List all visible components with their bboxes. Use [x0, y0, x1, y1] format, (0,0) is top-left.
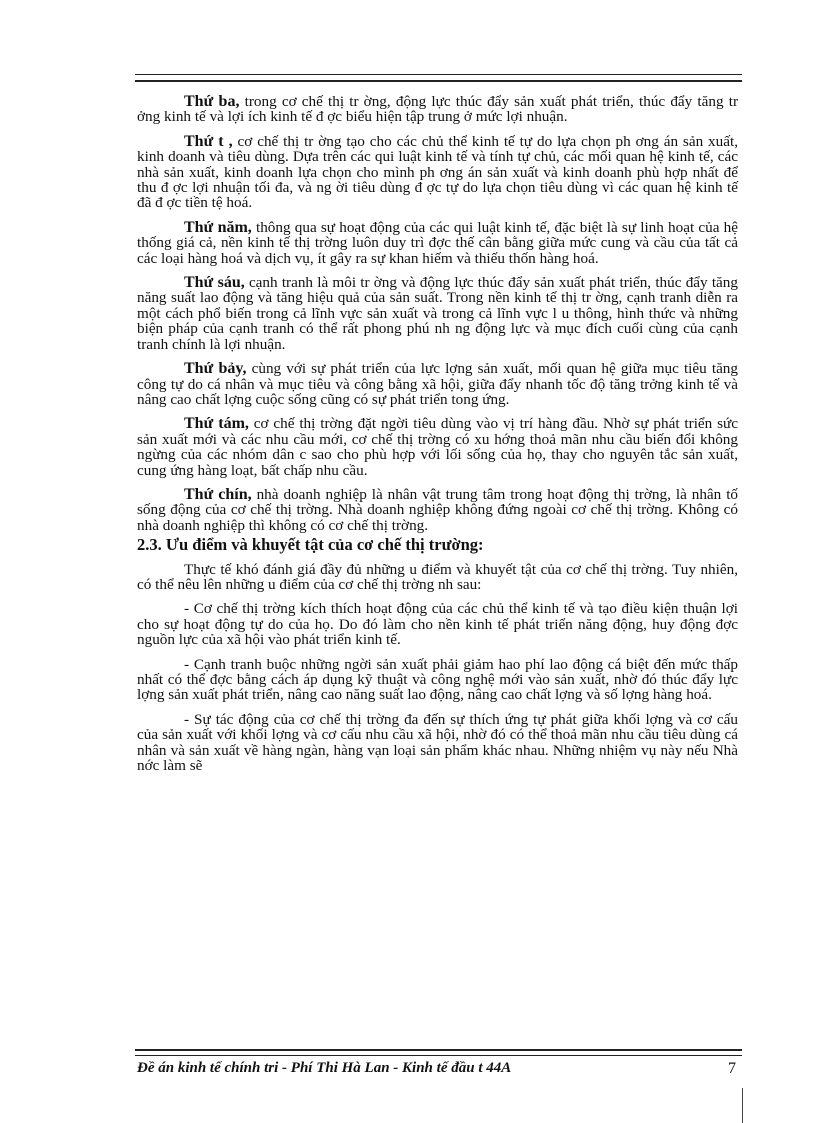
paragraph-lead: Thứ chín,	[184, 485, 252, 503]
paragraph-thu-sau	[137, 275, 738, 352]
paragraph-text: nhà doanh nghiệp là nhân vật trung tâm trong hoạt động thị trờng, là nhân tố sống động của cơ chế thị trờng. Nhà doanh nghiệp không đứng ngoài cơ chế thị trờng. Không có nhà doanh nghiệp thì không có cơ chế thị trờng.	[137, 485, 739, 534]
section-heading: 2.3. Ưu điểm và khuyết tật của cơ chế thị trường:	[137, 535, 484, 555]
section-intro: Thực tế khó đánh giá đầy đủ những u điểm và khuyết tật của cơ chế thị trờng. Tuy nhiên, có thể nêu lên những u điểm của cơ chế thị trờng nh sau:	[137, 560, 738, 593]
advantage-point-3: - Sự tác động của cơ chế thị trờng đa đến sự thích ứng tự phát giữa khối lợng và cơ cấu của sản xuất với khối lợng và cơ cấu nhu cầu xã hội, nhờ đó có thể thoả mãn nhu cầu tiêu dùng cá nhân và sản xuất về hàng ngàn, hàng vạn loại sản phẩm khác nhau. Những nhiệm vụ này nếu Nhà nớc làm sẽ	[137, 710, 738, 775]
paragraph-text: trong cơ chế thị tr ờng, động lực thúc đẩy sản xuất phát triển, thúc đẩy tăng tr ởng kinh tế và lợi ích kinh tế đ ợc biểu hiện tập trung ở mức lợi nhuận.	[137, 93, 739, 126]
advantage-point-1: - Cơ chế thị trờng kích thích hoạt động của các chủ thể kinh tế và tạo điều kiện thuận lợi cho sự hoạt động tự do của họ. Do đó làm cho nền kinh tế phát triển năng động, huy động đợc nguồn lực của xã hội vào phát triển kinh tế.	[137, 600, 738, 649]
footer-rule	[135, 1049, 742, 1056]
page-footer	[137, 1060, 738, 1080]
paragraph-text: thông qua sự hoạt động của các qui luật kinh tế, đặc biệt là sự linh hoạt của hệ thống giá cả, nền kinh tế thị trờng luôn duy trì đợc thế cân bằng giữa mức cung và cầu của tất cả các loại hàng hoá và dịch vụ, ít gây ra sự khan hiếm và thiếu thốn hàng hoá.	[137, 218, 738, 267]
paragraph-lead: Thứ sáu,	[184, 274, 245, 292]
paragraph-lead: Thứ ba,	[184, 93, 240, 110]
paragraph-thu-ba	[137, 94, 738, 125]
paragraph-text: cạnh tranh là môi tr ờng và động lực thúc đẩy sản xuất phát triển, thúc đẩy tăng năng suất lao động và tăng hiệu quả của sản suất. Trong nền kinh tế thị tr ờng, cạnh tranh diễn ra một cách phổ biến trong cả lĩnh vực sản xuất và trong cả lĩnh vực l u thông, hình thức và những biện pháp của cạnh tranh có thể rất phong phú nh ng động lực và mục đích cuối cùng của cạnh tranh chính là lợi nhuận.	[137, 274, 738, 353]
paragraph-lead: Thứ t ,	[184, 132, 233, 150]
paragraph-text: cơ chế thị trờng đặt ngời tiêu dùng vào vị trí hàng đầu. Nhờ sự phát triển sức sản xuất mới và các nhu cầu mới, cơ chế thị trờng có xu hớng thoả mãn nhu cầu biến đổi không ngừng của các nhóm dân c sao cho phù hợp với lối sống của họ, thay cho nguyên tắc sản xuất, cung ứng hàng loạt, bất chấp nhu cầu.	[137, 415, 739, 479]
paragraph-text: cùng với sự phát triển của lực lợng sản xuất, mối quan hệ giữa mục tiêu tăng công tự do cá nhân và mục tiêu và công bằng xã hội, giữa đẩy nhanh tốc độ tăng trởng kinh tế và nâng cao chất lợng cuộc sống cũng có sự phát triển tong ứng.	[137, 360, 738, 408]
paragraph-thu-tam	[137, 416, 738, 478]
paragraph-thu-chin	[137, 487, 738, 533]
paragraph-lead: Thứ tám,	[184, 415, 249, 433]
paragraph-thu-tu	[137, 134, 738, 211]
page-body	[137, 94, 738, 782]
footer-divider	[742, 1088, 743, 1123]
header-rule	[135, 74, 742, 82]
footer-text: Đề án kinh tế chính tri - Phí Thi Hà Lan - Kinh tế đầu t 44A	[137, 1060, 512, 1076]
page-number: 7	[728, 1060, 736, 1077]
paragraph-lead: Thứ bảy,	[184, 360, 247, 378]
paragraph-lead: Thứ năm,	[184, 218, 252, 236]
paragraph-text: cơ chế thị tr ờng tạo cho các chủ thể kinh tế tự do lựa chọn ph ơng án sản xuất, kinh doanh và tiêu dùng. Dựa trên các qui luật kinh tế và tính tự chủ, các mối quan hệ kinh tế, các nhà sản xuất, kinh doanh lựa chọn cho mình ph ơng án sản xuất và kinh doanh phù hợp nhất để thu đ ợc lợi nhuận tối đa, và ng ời tiêu dùng đ ợc tự do lựa chọn tiêu dùng vì các quan hệ kinh tế đã đ ợc tiền tệ hoá.	[137, 132, 738, 212]
paragraph-thu-bay	[137, 361, 738, 407]
advantage-point-2: - Cạnh tranh buộc những ngời sản xuất phải giảm hao phí lao động cá biệt đến mức thấp nhất có thể đợc bằng cách áp dụng kỹ thuật và công nghệ mới vào sản xuất, nhờ đó thúc đẩy lực lợng sản xuất phát triển, nâng cao năng suất lao động, nâng cao chất lợng và số lợng hàng hoá.	[137, 655, 738, 704]
paragraph-thu-nam	[137, 220, 738, 266]
